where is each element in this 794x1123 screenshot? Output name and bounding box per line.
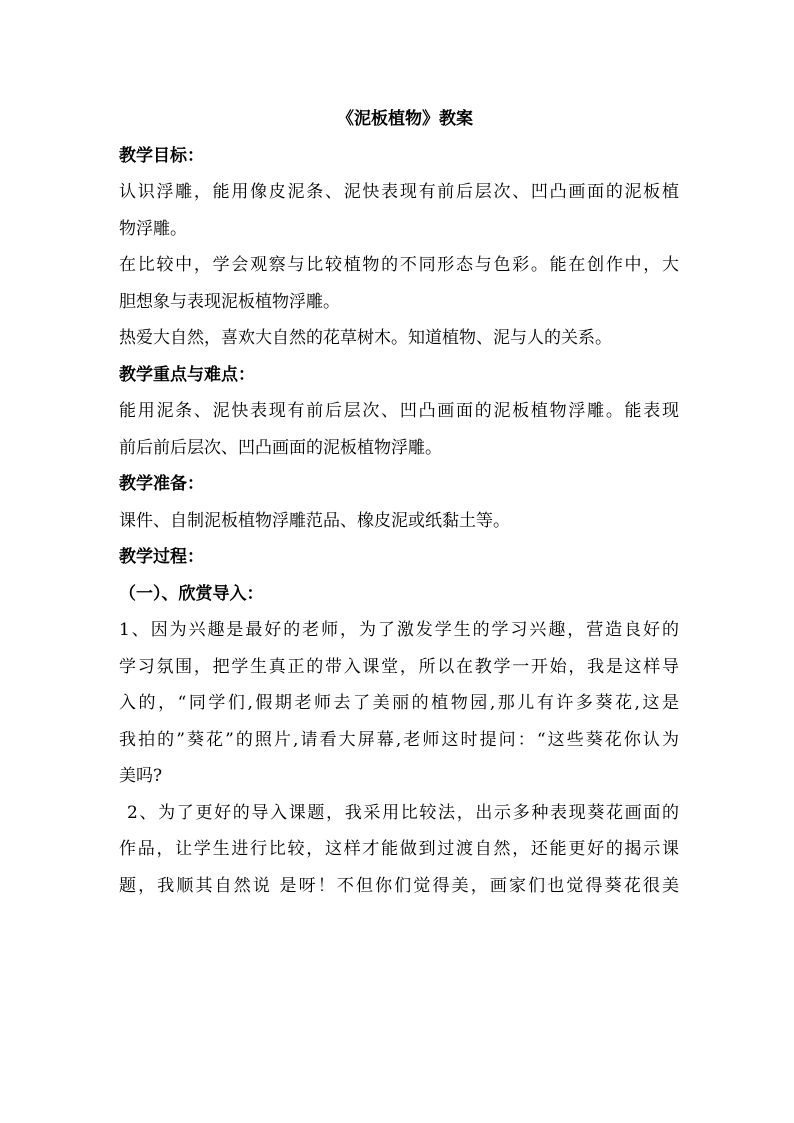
paragraph-line: 题，我顺其自然说 是呀！不但你们觉得美，画家们也觉得葵花很美	[119, 875, 679, 896]
paragraph-line: 2、为了更好的导入课题，我采用比较法，出示多种表现葵花画面的	[127, 802, 679, 823]
section-heading-process: 教学过程：	[119, 547, 204, 567]
paragraph-line: 作品，让学生进行比较，这样才能做到过渡自然，还能更好的揭示课	[119, 839, 679, 859]
paragraph-line: 课件、自制泥板植物浮雕范品、橡皮泥或纸黏土等。	[119, 510, 510, 531]
paragraph-line: 1、因为兴趣是最好的老师，为了激发学生的学习兴趣，营造良好的	[119, 620, 679, 640]
subsection-heading-intro: （一）、欣赏导入：	[119, 583, 264, 604]
paragraph-line: 前后前后层次、凹凸画面的泥板植物浮雕。	[119, 437, 442, 458]
paragraph-line: 胆想象与表现泥板植物浮雕。	[119, 291, 340, 312]
section-heading-preparation: 教学准备：	[119, 474, 204, 494]
document-body	[119, 101, 679, 904]
section-heading-objectives: 教学目标：	[119, 145, 204, 166]
paragraph-line: 认识浮雕，能用像皮泥条、泥快表现有前后层次、凹凸画面的泥板植	[119, 182, 679, 202]
section-heading-key-points: 教学重点与难点：	[119, 364, 255, 385]
paragraph-line: 热爱大自然，喜欢大自然的花草树木。知道植物、泥与人的关系。	[119, 328, 612, 348]
document-title: 《泥板植物》教案	[337, 109, 473, 129]
paragraph-line: 物浮雕。	[119, 218, 187, 239]
paragraph-line: 我拍的”葵花”的照片,请看大屏幕,老师这时提问：“这些葵花你认为	[119, 729, 679, 750]
paragraph-line: 学习氛围，把学生真正的带入课堂，所以在教学一开始，我是这样导	[119, 656, 679, 677]
paragraph-line: 入的，“同学们,假期老师去了美丽的植物园,那儿有许多葵花,这是	[119, 693, 679, 713]
paragraph-line: 能用泥条、泥快表现有前后层次、凹凸画面的泥板植物浮雕。能表现	[119, 401, 679, 421]
paragraph-line: 在比较中，学会观察与比较植物的不同形态与色彩。能在创作中，大	[119, 255, 679, 275]
paragraph-line: 美吗?	[119, 766, 163, 786]
